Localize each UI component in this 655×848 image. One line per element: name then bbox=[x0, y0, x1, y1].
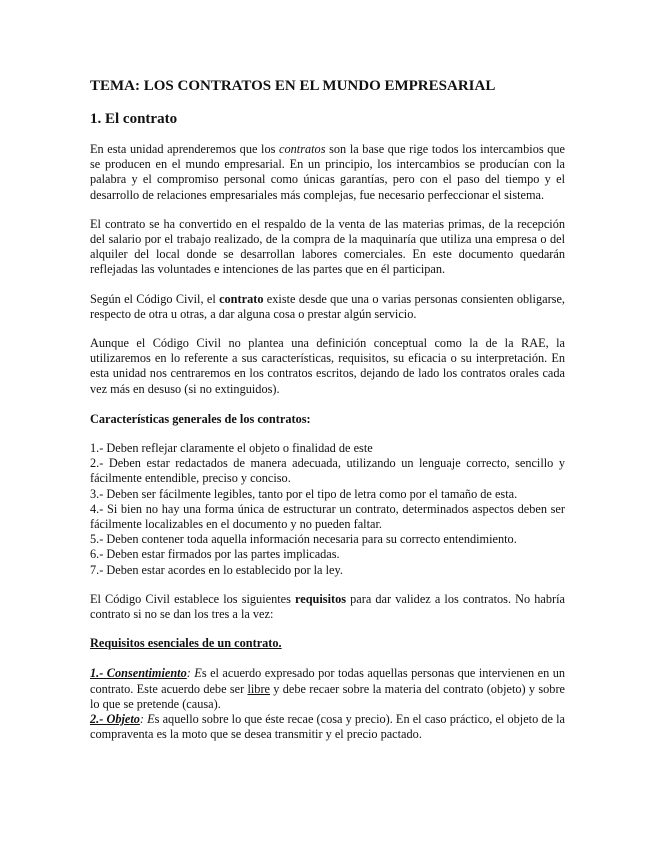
requirement-consentimiento-initial: E bbox=[194, 666, 202, 681]
paragraph-requisitos-text-a: El Código Civil establece los siguientes bbox=[90, 591, 295, 606]
list-item: 3.- Deben ser fácilmente legibles, tanto por el tipo de letra como por el tamaño de esta. bbox=[90, 486, 518, 501]
requirements-heading: Requisitos esenciales de un contrato. bbox=[90, 636, 282, 651]
section-heading-el-contrato: 1. El contrato bbox=[90, 111, 178, 127]
requirement-objeto-colon: : bbox=[139, 712, 148, 727]
requirement-consentimiento-text-a: s el acuerdo expresado por todas aquellas personas que intervienen en un contrato. Este acuerdo debe ser bbox=[90, 666, 565, 696]
list-item: 7.- Deben estar acordes en lo establecido por la ley. bbox=[90, 562, 343, 577]
bold-contrato: contrato bbox=[219, 291, 264, 306]
requirement-objeto bbox=[90, 712, 565, 742]
paragraph-requisitos bbox=[90, 592, 565, 622]
paragraph-codigo-civil bbox=[90, 292, 565, 322]
document-body bbox=[90, 76, 565, 743]
list-item: 4.- Si bien no hay una forma única de estructurar un contrato, determinados aspectos deben ser fácilmente localizables en el documento y no pueden faltar. bbox=[90, 501, 565, 532]
paragraph-codigo-civil-text-a: Según el Código Civil, el bbox=[90, 291, 220, 306]
requirement-consentimiento bbox=[90, 666, 565, 712]
paragraph-intro-text-a: En esta unidad aprenderemos que los bbox=[90, 142, 280, 156]
list-item: 1.- Deben reflejar claramente el objeto o finalidad de este bbox=[90, 441, 373, 456]
requirement-consentimiento-colon: : bbox=[186, 666, 195, 681]
list-item: 6.- Deben estar firmados por las partes implicadas. bbox=[90, 547, 340, 562]
list-item: 2.- Deben estar redactados de manera adecuada, utilizando un lenguaje correcto, sencillo y fácilmente entendible, preciso y conciso. bbox=[90, 456, 565, 486]
bold-requisitos: requisitos bbox=[295, 591, 347, 606]
document-title: TEMA: LOS CONTRATOS EN EL MUNDO EMPRESARIAL bbox=[90, 78, 496, 94]
requirement-objeto-text-a: s aquello sobre lo que éste recae (cosa y precio). En el caso práctico, el objeto de la compraventa es la moto que se desea transmitir y el precio pactado. bbox=[90, 712, 565, 742]
characteristics-list bbox=[90, 441, 565, 578]
paragraph-codigo-civil-text-b: existe desde que una o varias personas consienten obligarse, respecto de otra u otras, a dar alguna cosa o prestar algún servicio. bbox=[90, 291, 565, 321]
requirement-objeto-label: 2.- Objeto bbox=[90, 712, 140, 727]
requirement-consentimiento-label: 1.- Consentimiento bbox=[90, 666, 187, 681]
paragraph-intro bbox=[90, 142, 565, 203]
paragraph-respaldo: El contrato se ha convertido en el respaldo de la venta de las materias primas, de la recepción del salario por el trabajo realizado, de la compra de la maquinaría que utiliza una empresa o del alquiler del local donde se desarrollan labores comerciales. En este documento quedarán reflejadas las voluntades e intenciones de las partes que en él participan. bbox=[90, 216, 565, 277]
paragraph-rae: Aunque el Código Civil no plantea una definición conceptual como la de la RAE, la utilizaremos en lo referente a sus características, requisitos, su eficacia o su interpretación. En esta unidad nos centraremos en los contratos escritos, dejando de lado los contratos orales cada vez más en desuso (si no extinguidos). bbox=[90, 336, 565, 396]
underline-libre: libre bbox=[247, 681, 271, 696]
emphasis-contratos: contratos bbox=[279, 142, 326, 156]
requirement-consentimiento-text-b: y debe recaer sobre la materia del contrato (objeto) y sobre lo que se pretende (causa). bbox=[90, 681, 565, 711]
paragraph-intro-text-b: son la base que rige todos los intercambios que se producen en el mundo empresarial. En un principio, los intercambios se producían con la palabra y el compromiso personal como únicas garantías, pero con el paso del tiempo y el desarrollo de relaciones empresariales más complejas, fue necesario perfeccionar el sistema. bbox=[90, 142, 565, 202]
characteristics-heading: Características generales de los contratos: bbox=[90, 411, 311, 426]
list-item: 5.- Deben contener toda aquella información necesaria para su correcto entendimiento. bbox=[90, 532, 517, 547]
requirement-objeto-initial: E bbox=[147, 712, 155, 727]
paragraph-requisitos-text-b: para dar validez a los contratos. No habría contrato si no se dan los tres a la vez: bbox=[90, 591, 565, 622]
